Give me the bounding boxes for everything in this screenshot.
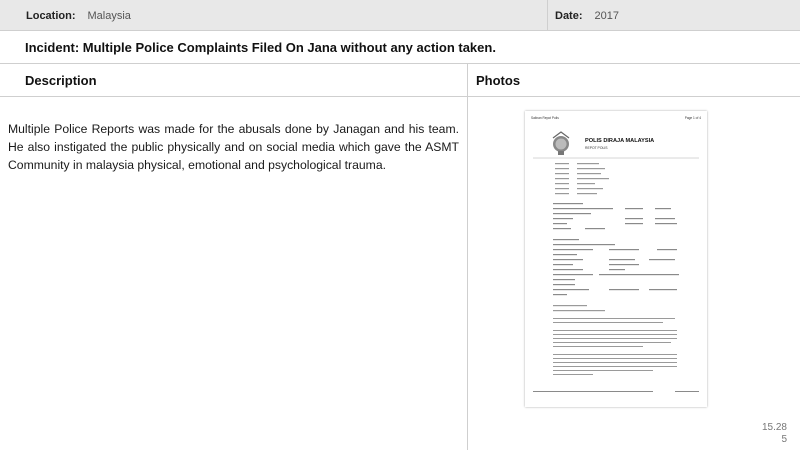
photos-header: Photos: [476, 73, 521, 88]
date-cell: [548, 0, 800, 31]
description-header: Description: [0, 64, 468, 97]
page-number-line1: 15.28: [761, 422, 787, 433]
location-label: Location:: [26, 9, 76, 22]
table-body-row: [0, 97, 800, 450]
date-value: 2017: [594, 9, 619, 22]
page-number: [747, 422, 787, 446]
doc-top-left-text: Salinan Repot Polis: [531, 116, 559, 120]
doc-top-right-text: Page 1 of 4: [684, 116, 701, 120]
description-cell: [0, 97, 468, 450]
location-value: Malaysia: [87, 9, 131, 22]
description-text: Multiple Police Reports was made for the abusals done by Janagan and his team. He also instigated the public physically and on social media which gave the ASMT Community in malaysia physical, emotional and psychological trauma.: [8, 122, 459, 172]
photos-cell: [468, 97, 800, 450]
incident-title: Incident: Multiple Police Complaints Filed On Jana without any action taken.: [0, 31, 800, 64]
police-crest-icon: [553, 132, 569, 155]
location-cell: [0, 0, 548, 31]
police-report-photo[interactable]: [525, 111, 707, 407]
table-header-row: [0, 64, 800, 97]
doc-heading: POLIS DIRAJA MALAYSIA: [585, 138, 655, 144]
doc-subheading: REPOT POLIS: [585, 146, 608, 150]
page-number-line2: 5: [781, 434, 787, 445]
info-bar: [0, 0, 800, 31]
date-label: Date:: [555, 9, 583, 22]
police-report-image: [525, 111, 707, 407]
